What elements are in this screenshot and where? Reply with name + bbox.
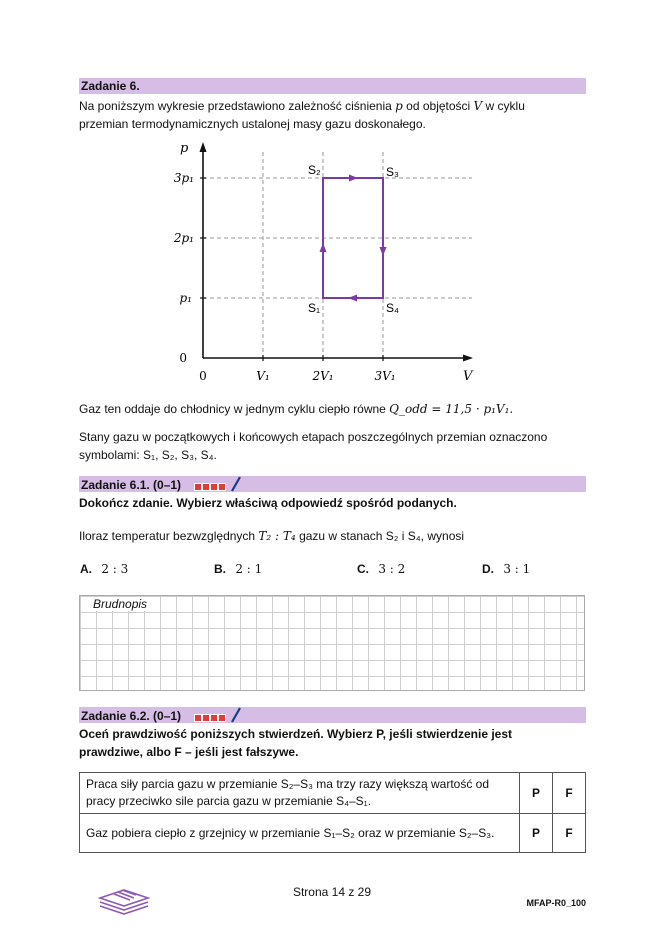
heat-formula: Q_odd = 11,5 · p₁V₁. [389, 402, 514, 416]
intro-text: Na poniższym wykresie przedstawiono zależność ciśnienia [79, 99, 396, 113]
y-tick-3p1: 3p₁ [173, 171, 194, 185]
subtask-6-2-title: Zadanie 6.2. (0–1) [81, 709, 182, 723]
states-info-line1: Stany gazu w początkowych i końcowych etapach poszczególnych przemian oznaczono [79, 430, 548, 444]
draft-label: Brudnopis [93, 597, 148, 611]
true-option-2[interactable]: P [520, 814, 553, 853]
task-intro [79, 97, 586, 133]
state-s2: S₂ [308, 163, 321, 177]
answer-c[interactable] [357, 562, 405, 576]
answer-letter: D. [482, 562, 494, 576]
intro-text: od objętości [402, 99, 474, 113]
answer-value: 2 : 1 [235, 562, 263, 576]
axes [200, 142, 474, 362]
subtask-6-1-bar [79, 476, 586, 492]
subtask-6-2-bar [79, 707, 586, 723]
pen-icon [230, 476, 242, 492]
state-s4: S₄ [386, 301, 399, 315]
instruction-line2: prawdziwe, albo F – jeśli jest fałszywe. [79, 745, 299, 759]
task-title: Zadanie 6. [81, 79, 140, 93]
intro-text: przemian termodynamicznych ustalonej masy gazu doskonałego. [79, 117, 426, 131]
y-tick-2p1: 2p₁ [173, 231, 194, 245]
state-s1: S₁ [308, 301, 321, 315]
y-tick-p1: p₁ [179, 291, 192, 305]
answer-value: 3 : 1 [503, 562, 531, 576]
y-tick-0: 0 [179, 351, 187, 365]
answer-a[interactable] [80, 562, 128, 576]
question-text: gazu w stanach S₂ i S₄, wynosi [295, 529, 465, 543]
pv-graph [160, 138, 490, 386]
intro-text: w cyklu [482, 99, 525, 113]
draft-grid[interactable] [79, 595, 585, 691]
scoring-boxes-icon [194, 710, 226, 726]
guide-lines [203, 152, 472, 358]
true-false-table [79, 772, 586, 853]
statement-1: Praca siły parcia gazu w przemianie S₂–S₃ ma trzy razy większą wartość od pracy przeciwko sile parcia gazu w przemianie S₄–S₁. [80, 773, 520, 814]
states-info-line2: symbolami: S₁, S₂, S₃, S₄. [79, 448, 217, 462]
subtask-6-2-instruction [79, 725, 586, 761]
x-axis-label: V [463, 369, 473, 384]
page-number: Strona 14 z 29 [292, 885, 372, 899]
intro-v-symbol: V [473, 99, 483, 113]
heat-statement [79, 400, 586, 418]
intro-p-symbol: p [395, 99, 403, 113]
subtask-6-1-instruction: Dokończ zdanie. Wybierz właściwą odpowiedź spośród podanych. [79, 496, 457, 510]
answer-letter: C. [357, 562, 369, 576]
table-row [80, 814, 586, 853]
false-option-2[interactable]: F [553, 814, 586, 853]
answer-letter: B. [214, 562, 226, 576]
question-text: Iloraz temperatur bezwzględnych [79, 529, 259, 543]
answer-b[interactable] [214, 562, 262, 576]
subtask-6-1-title: Zadanie 6.1. (0–1) [81, 478, 182, 492]
document-code: MFAP-R0_100 [526, 898, 586, 908]
states-info [79, 428, 586, 464]
false-option-1[interactable]: F [553, 773, 586, 814]
true-option-1[interactable]: P [520, 773, 553, 814]
table-row [80, 773, 586, 814]
instruction-line1: Oceń prawdziwość poniższych stwierdzeń. Wybierz P, jeśli stwierdzenie jest [79, 727, 513, 741]
task-title-bar [79, 78, 586, 94]
x-tick-v1: V₁ [256, 369, 270, 383]
x-tick-0: 0 [199, 369, 207, 383]
scoring-boxes-icon [194, 479, 226, 495]
answer-letter: A. [80, 562, 92, 576]
state-s3: S₃ [386, 165, 399, 179]
question-math: T₂ : T₄ [258, 529, 296, 543]
answer-value: 2 : 3 [101, 562, 129, 576]
x-tick-3v1: 3V₁ [374, 369, 396, 383]
answer-value: 3 : 2 [378, 562, 406, 576]
heat-text: Gaz ten oddaje do chłodnicy w jednym cyklu ciepło równe [79, 402, 390, 416]
y-axis-label: p [180, 141, 189, 156]
x-tick-2v1: 2V₁ [312, 369, 334, 383]
pen-icon [230, 707, 242, 723]
subtask-6-1-question [79, 527, 586, 545]
statement-2: Gaz pobiera ciepło z grzejnicy w przemianie S₁–S₂ oraz w przemianie S₂–S₃. [80, 814, 520, 853]
answer-d[interactable] [482, 562, 530, 576]
